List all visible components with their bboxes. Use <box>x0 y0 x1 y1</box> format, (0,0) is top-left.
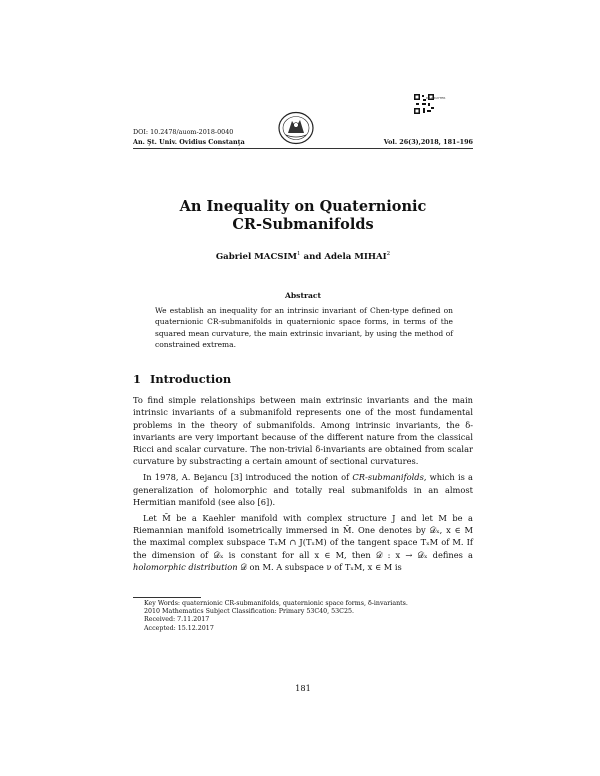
p2-emphasis: CR-submanifolds <box>352 472 424 483</box>
university-seal-icon <box>276 111 316 145</box>
author-and: and <box>303 251 322 262</box>
doi-line: DOI: 10.2478/auom-2018-0040 <box>133 128 234 136</box>
section-number: 1 <box>133 372 141 386</box>
author-2: Adela MIHAI <box>324 251 387 262</box>
section-title: Introduction <box>150 372 232 386</box>
qr-label: DE GRUYTER <box>426 96 446 100</box>
p3-text-a: Let M̄ be a Kaehler manifold with complex structure J and let M be a Riemannian manifold isometrically immersed in M̄. One denotes by 𝒟ₓ, x ∈ M the maximal complex subspace TₓM ∩ J(TₓM) of the tangent space TₓM of M. If the dimension of 𝒟ₓ is constant for all x ∈ M, then 𝒟 : x → 𝒟ₓ defines a <box>133 512 473 560</box>
abstract-heading: Abstract <box>284 291 322 300</box>
p3-emphasis: holomorphic distribution <box>133 561 238 572</box>
p2-text-a: In 1978, A. Bejancu [3] introduced the notion of <box>143 472 353 483</box>
footnote-accepted: Accepted: 15.12.2017 <box>144 624 214 632</box>
author-1-affiliation: 1 <box>297 251 301 257</box>
volume-info: Vol. 26(3),2018, 181–196 <box>383 138 473 146</box>
abstract-text: We establish an inequality for an intrinsic invariant of Chen-type defined on quaternionic CR-submanifolds in quaternionic space forms, in terms of the squared mean curvature, the main extrinsic invariant, by using the method of constrained extrema. <box>155 306 453 349</box>
author-1: Gabriel MACSIM <box>215 251 298 262</box>
author-2-affiliation: 2 <box>386 251 391 257</box>
page-number: 181 <box>295 683 311 693</box>
section-heading <box>133 372 231 386</box>
journal-name: An. Şt. Univ. Ovidius Constanţa <box>133 138 245 146</box>
title-line-2: CR-Submanifolds <box>232 216 374 233</box>
header-rule <box>133 148 473 149</box>
footnote-keywords: Key Words: quaternionic CR-submanifolds, quaternionic space forms, δ-invariants. <box>144 600 408 607</box>
title-line-1: An Inequality on Quaternionic <box>179 198 427 215</box>
paragraph-2 <box>133 471 473 508</box>
footnotes <box>144 600 408 633</box>
footnote-received: Received: 7.11.2017 <box>144 616 210 624</box>
paragraph-3 <box>133 512 473 573</box>
body-text <box>133 394 473 577</box>
footnote-rule <box>133 597 201 598</box>
p2-text-b: , which is a generalization of holomorphic and totally real submanifolds in an almost Hermitian manifold (see also [6]). <box>133 472 473 507</box>
paragraph-1: To find simple relationships between main extrinsic invariants and the main intrinsic invariants of a submanifold represents one of the most fundamental problems in the theory of submanifolds. Among intrinsic invariants, the δ-invariants are very important because of the different nature from the classical Ricci and scalar curvature. The non-trivial δ-invariants are obtained from scalar curvature by substracting a certain amount of sectional curvatures. <box>133 395 473 467</box>
article-title <box>133 198 473 234</box>
p3-text-b: 𝒟 on M. A subspace ν of TₓM, x ∈ M is <box>237 561 402 572</box>
footnote-msc: 2010 Mathematics Subject Classification: Primary 53C40, 53C25. <box>144 608 355 616</box>
author-line <box>133 251 473 262</box>
